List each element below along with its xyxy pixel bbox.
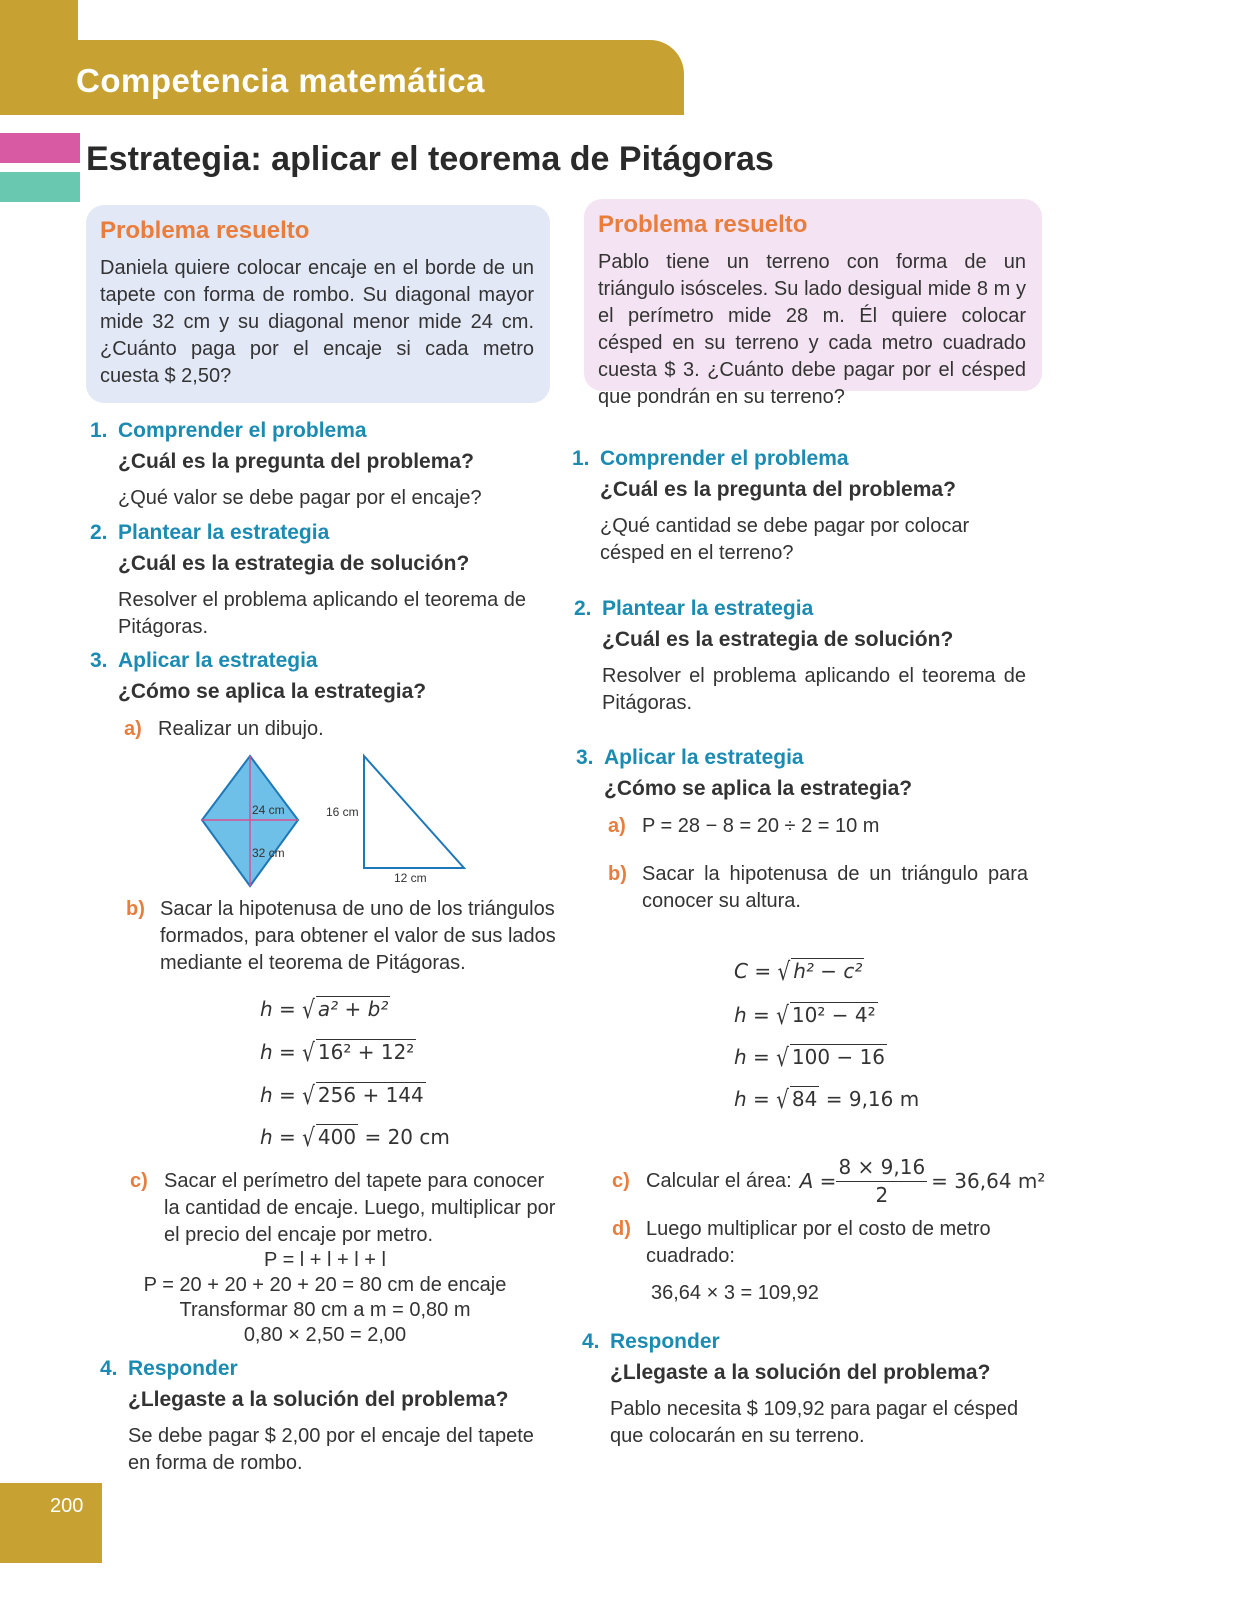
right-step-1-question: ¿Cuál es la pregunta del problema? xyxy=(600,478,956,501)
left-step-3-title: 3. Aplicar la estrategia xyxy=(90,649,318,672)
left-step-2-question: ¿Cuál es la estrategia de solución? xyxy=(118,552,470,575)
left-item-a: a) Realizar un dibujo. xyxy=(124,718,324,740)
page-number: 200 xyxy=(50,1495,84,1517)
right-step-4-answer: Pablo necesita $ 109,92 para pagar el césped que colocarán en su terreno. xyxy=(610,1398,1019,1447)
right-eq-1: C = √ h² − c² xyxy=(734,956,863,986)
right-eq-2: h = √ 10² − 4² xyxy=(734,1000,876,1030)
section-title: Competencia matemática xyxy=(76,62,485,99)
right-step-2-title: 2. Plantear la estrategia xyxy=(574,597,814,620)
left-box-title: Problema resuelto xyxy=(100,217,310,244)
right-item-b: b) Sacar la hipotenusa de un triángulo para conocer su altura. xyxy=(608,863,1028,912)
right-item-a: a) P = 28 − 8 = 20 ÷ 2 = 10 m xyxy=(608,815,880,837)
right-step-1-title: 1. Comprender el problema xyxy=(572,447,849,470)
left-eq-3: h = √ 256 + 144 xyxy=(260,1080,424,1110)
right-step-1-answer: ¿Qué cantidad se debe pagar por colocar césped en el terreno? xyxy=(600,515,970,564)
right-triangle-shape xyxy=(364,756,464,868)
area-fraction: $\frac{8 \times 9,16}{2}$ xyxy=(838,1155,926,1207)
left-step-1-question: ¿Cuál es la pregunta del problema? xyxy=(118,450,474,473)
left-step-1-answer: ¿Qué valor se debe pagar por el encaje? xyxy=(118,487,482,509)
left-item-b: b) Sacar la hipotenusa de uno de los triángulos formados, para obtener el valor de sus lados mediante el teorema de Pitágoras. xyxy=(126,898,556,974)
strategy-title: Estrategia: aplicar el teorema de Pitágoras xyxy=(86,140,774,178)
right-d-calc: 36,64 × 3 = 109,92 xyxy=(651,1282,819,1304)
right-step-3-title: 3. Aplicar la estrategia xyxy=(576,746,804,769)
right-box-title: Problema resuelto xyxy=(598,211,808,238)
left-step-1-title: 1. Comprender el problema xyxy=(90,419,367,442)
left-eq-4: h = √ 400 = 20 cm xyxy=(260,1122,450,1152)
teal-accent-bar xyxy=(0,172,80,202)
right-step-4-title: 4. Responder xyxy=(582,1330,720,1353)
right-box-text: Pablo tiene un terreno con forma de un triángulo isósceles. Su lado desigual mide 8 m y el perímetro mide 28 m. Él quiere colocar césped en su terreno y cada metro cuadrado cuesta $ 3. ¿Cuánto debe pagar por el césped que pondrán en su terreno? xyxy=(598,251,1026,408)
right-step-2-answer: Resolver el problema aplicando el teorema de Pitágoras. xyxy=(602,665,1026,714)
left-problem-box xyxy=(86,205,550,403)
left-item-c: c) Sacar el perímetro del tapete para conocer la cantidad de encaje. Luego, multiplicar por el precio del encaje por metro. xyxy=(130,1170,556,1246)
left-step-2-title: 2. Plantear la estrategia xyxy=(90,521,330,544)
left-eq-1: h = √ a² + b² xyxy=(260,994,389,1024)
right-step-3-question: ¿Cómo se aplica la estrategia? xyxy=(604,777,913,800)
pink-accent-bar xyxy=(0,133,80,163)
triangle-side-label: 16 cm xyxy=(326,805,359,819)
right-eq-4: h = √ 84 = 9,16 m xyxy=(734,1084,920,1114)
right-eq-3: h = √ 100 − 16 xyxy=(734,1042,886,1072)
rhombus-horizontal-label: 24 cm xyxy=(252,803,285,817)
left-step-3-question: ¿Cómo se aplica la estrategia? xyxy=(118,680,427,703)
left-c-line-2: P = 20 + 20 + 20 + 20 = 80 cm de encaje xyxy=(143,1274,507,1296)
right-step-2-question: ¿Cuál es la estrategia de solución? xyxy=(602,628,954,651)
left-step-2-answer: Resolver el problema aplicando el teorema de Pitágoras. xyxy=(118,589,527,638)
left-c-line-3: Transformar 80 cm a m = 0,80 m xyxy=(179,1299,471,1321)
right-item-d: d) Luego multiplicar por el costo de metro cuadrado: xyxy=(612,1218,991,1267)
header-accent-strip xyxy=(0,0,78,44)
left-step-4-answer: Se debe pagar $ 2,00 por el encaje del tapete en forma de rombo. xyxy=(128,1425,534,1474)
left-step-4-question: ¿Llegaste a la solución del problema? xyxy=(128,1388,509,1411)
left-box-text: Daniela quiere colocar encaje en el borde de un tapete con forma de rombo. Su diagonal mayor mide 32 cm y su diagonal menor mide 24 cm. ¿Cuánto paga por el encaje si cada metro cuesta $ 2,50? xyxy=(100,257,534,387)
triangle-base-label: 12 cm xyxy=(394,871,427,885)
left-c-line-1: P = l + l + l + l xyxy=(264,1249,386,1271)
left-c-line-4: 0,80 × 2,50 = 2,00 xyxy=(243,1324,407,1346)
right-step-4-question: ¿Llegaste a la solución del problema? xyxy=(610,1361,991,1384)
rhombus-vertical-label: 32 cm xyxy=(252,846,285,860)
rhombus-triangle-figure xyxy=(198,750,478,895)
left-eq-2: h = √ 16² + 12² xyxy=(260,1037,415,1067)
right-problem-box xyxy=(584,199,1042,408)
right-item-c: c) Calcular el área: A = $\frac{8 \times 9,16}{2}$ = 36,64 m² xyxy=(612,1155,1046,1207)
left-step-4-title: 4. Responder xyxy=(100,1357,238,1380)
